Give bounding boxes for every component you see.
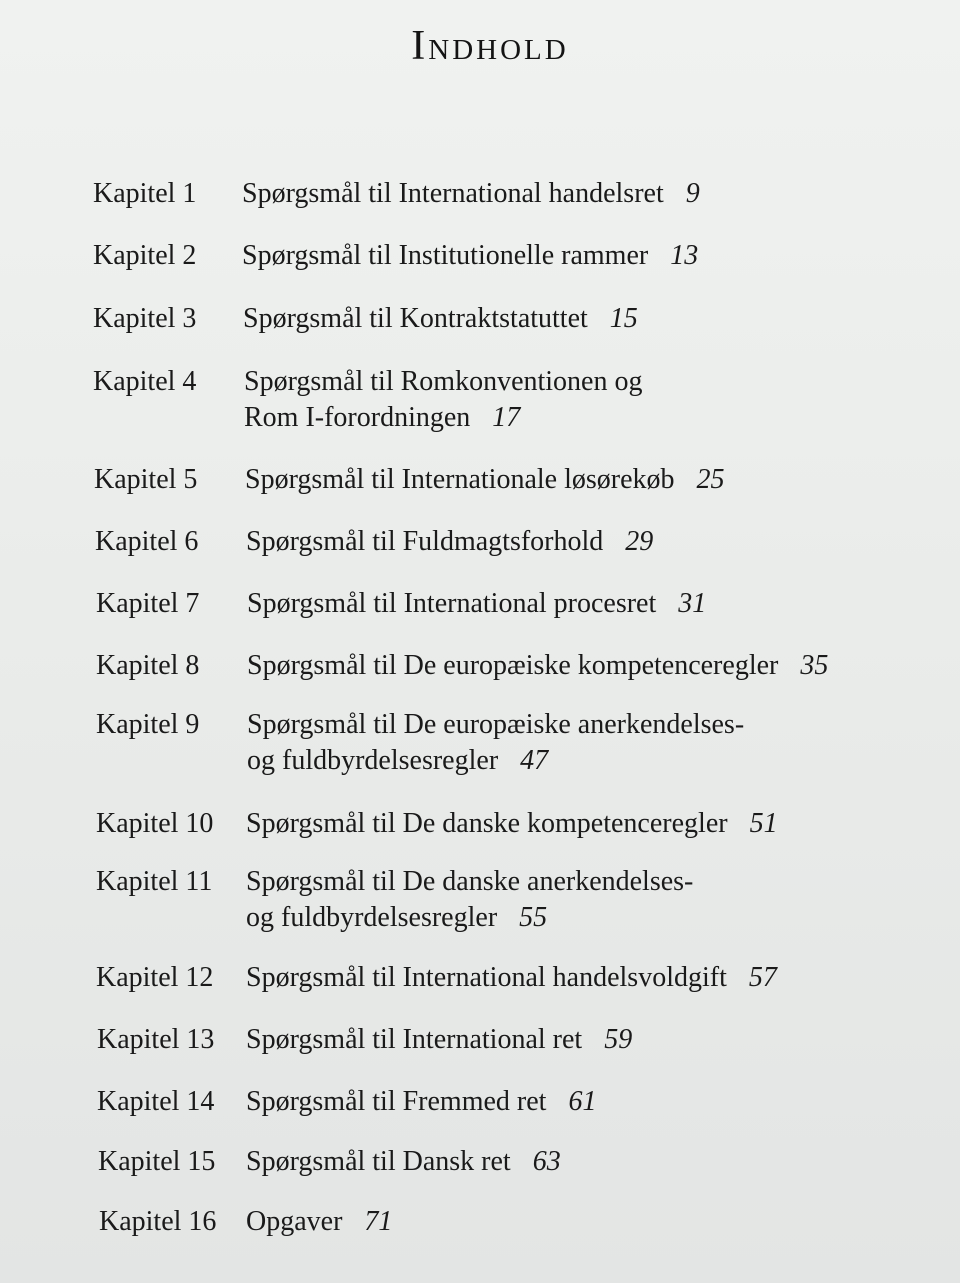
chapter-title-text: Spørgsmål til De danske kompetenceregler [246,808,728,839]
page-number: 51 [749,808,778,839]
chapter-title-text: Spørgsmål til De danske anerkendelses- [246,866,694,897]
chapter-title-line [246,864,886,900]
chapter-title-text: Spørgsmål til Institutionelle rammer [242,240,649,271]
chapter-title-text: Spørgsmål til Fuldmagtsforhold [246,526,604,557]
chapter-title-text: Spørgsmål til Kontraktstatuttet [243,303,588,334]
chapter-title-text: og fuldbyrdelsesregler [247,745,499,776]
chapter-title [246,864,886,936]
chapter-title-line [246,960,886,996]
chapter-label: Kapitel 16 [99,1206,217,1237]
chapter-title-text: Spørgsmål til International handelsvoldgift [246,962,727,993]
page-title: Indhold [411,23,569,69]
chapter-title [247,648,887,684]
chapter-title [242,238,882,274]
chapter-title-line [246,1144,886,1180]
page-number: 29 [625,526,654,557]
chapter-title [247,707,887,779]
page-number: 17 [492,402,521,433]
chapter-title-line [242,176,882,212]
chapter-title-line [245,462,885,498]
chapter-title-line [244,364,884,400]
chapter-label: Kapitel 4 [93,366,197,397]
page-number: 25 [696,464,725,495]
page-number: 57 [748,962,777,993]
chapter-label: Kapitel 3 [93,303,197,334]
chapter-title [244,364,884,436]
chapter-title-line [247,707,887,743]
chapter-label: Kapitel 7 [96,588,200,619]
chapter-title-text: Spørgsmål til Internationale løsørekøb [245,464,675,495]
chapter-title-text: Spørgsmål til International handelsret [242,178,664,209]
chapter-label: Kapitel 8 [96,650,200,681]
page-number: 35 [800,650,829,681]
chapter-label: Kapitel 2 [93,240,197,271]
page-number: 31 [678,588,707,619]
chapter-title-line [244,400,884,436]
chapter-title-text: Spørgsmål til De europæiske anerkendelses- [247,709,745,740]
chapter-title [243,301,883,337]
chapter-title [247,586,887,622]
chapter-title-text: Spørgsmål til Dansk ret [246,1146,511,1177]
page-number: 9 [685,178,700,209]
chapter-label: Kapitel 9 [96,709,200,740]
chapter-title [242,176,882,212]
chapter-title-line [246,1022,886,1058]
chapter-title [246,1144,886,1180]
chapter-title-line [246,806,886,842]
chapter-label: Kapitel 10 [96,808,214,839]
chapter-title-text: Spørgsmål til International procesret [247,588,657,619]
page-number: 13 [670,240,699,271]
chapter-title-line [246,1204,886,1240]
chapter-label: Kapitel 13 [97,1024,215,1055]
page-number: 61 [568,1086,597,1117]
chapter-title [246,524,886,560]
chapter-label: Kapitel 6 [95,526,199,557]
chapter-title-line [246,524,886,560]
chapter-title-text: og fuldbyrdelsesregler [246,902,498,933]
chapter-title [246,1204,886,1240]
page-number: 55 [519,902,548,933]
chapter-label: Kapitel 11 [96,866,213,897]
chapter-title-text: Spørgsmål til Fremmed ret [246,1086,547,1117]
page-number: 71 [364,1206,393,1237]
chapter-title [246,806,886,842]
chapter-title-line [247,648,887,684]
chapter-title-text: Spørgsmål til International ret [246,1024,583,1055]
chapter-title-line [246,900,886,936]
chapter-title [246,1022,886,1058]
chapter-title-line [246,1084,886,1120]
chapter-title-line [243,301,883,337]
chapter-title [246,960,886,996]
chapter-title-text: Opgaver [246,1206,343,1237]
page-number: 47 [520,745,549,776]
chapter-title-line [247,586,887,622]
page-number: 63 [532,1146,561,1177]
chapter-title-text: Spørgsmål til De europæiske kompetenceregler [247,650,779,681]
chapter-label: Kapitel 5 [94,464,198,495]
chapter-label: Kapitel 15 [98,1146,216,1177]
chapter-label: Kapitel 1 [93,178,197,209]
chapter-label: Kapitel 14 [97,1086,215,1117]
page-number: 59 [604,1024,633,1055]
chapter-title-line [242,238,882,274]
chapter-title [245,462,885,498]
chapter-title-text: Rom I-forordningen [244,402,471,433]
chapter-title-text: Spørgsmål til Romkonventionen og [244,366,643,397]
chapter-label: Kapitel 12 [96,962,214,993]
chapter-title-line [247,743,887,779]
page-number: 15 [609,303,638,334]
chapter-title [246,1084,886,1120]
